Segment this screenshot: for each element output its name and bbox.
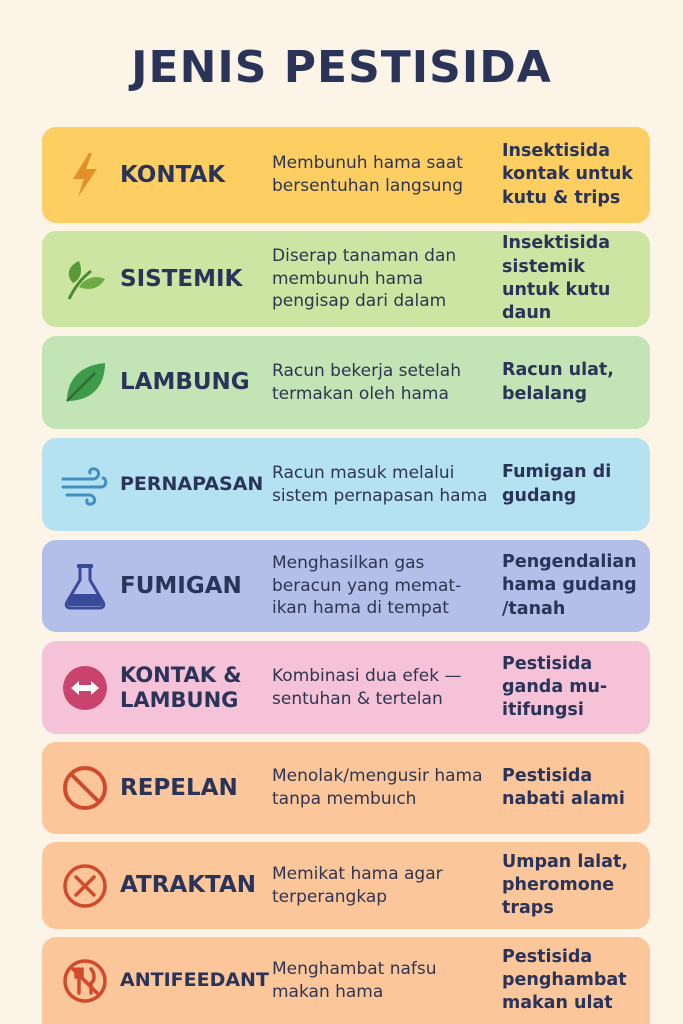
pesticide-example: Pestisida penghambat makan ulat: [502, 946, 627, 1014]
pesticide-description: Kombinasi dua efek — sentuhan & tertelan: [272, 665, 462, 709]
pesticide-row-fumigan: [42, 540, 650, 632]
pesticide-row-pernapasan: [42, 438, 650, 531]
leaf-icon: [54, 352, 116, 414]
pesticide-description: Racun masuk melalui sistem pernapasan hama: [272, 462, 488, 506]
flask-icon: [54, 555, 116, 617]
lightning-icon: [54, 144, 116, 206]
pesticide-name: FUMIGAN: [120, 572, 242, 599]
pesticide-example: Pengendalian hama gudang /tanah: [502, 552, 637, 619]
pesticide-row-kontak-lambung: [42, 641, 650, 734]
pesticide-example: Pestisida ganda mu-itifungsi: [502, 653, 608, 721]
pesticide-name: PERNAPASAN: [120, 472, 264, 495]
pesticide-name: LAMBUNG: [120, 369, 250, 396]
pesticide-example: Pestisida nabati alami: [502, 765, 625, 809]
double-arrow-icon: [54, 657, 116, 719]
pesticide-name: SISTEMIK: [120, 265, 243, 292]
leaves-icon: [54, 248, 116, 310]
pesticide-name: ANTIFEEDANT: [120, 968, 269, 991]
pesticide-row-lambung: [42, 336, 650, 429]
pesticide-description: Membunuh hama saat bersentuhan langsung: [272, 153, 464, 196]
pesticide-row-repelan: [42, 742, 650, 834]
pesticide-description: Menghambat nafsu makan hama: [272, 958, 437, 1002]
pesticide-description: Menolak/mengusir hama tanpa membuıch: [272, 766, 483, 809]
pesticide-row-antifeedant: [42, 937, 650, 1024]
pesticide-description: Memikat hama agar terperangkap: [272, 863, 443, 907]
no-eating-icon: [54, 950, 116, 1012]
pesticide-example: Insektisida kontak untuk kutu & trips: [502, 141, 633, 208]
prohibited-icon: [54, 757, 116, 819]
pesticide-name: ATRAKTAN: [120, 872, 256, 899]
pesticide-description: Diserap tanaman dan membunuh hama pengisap dari dalam: [272, 245, 457, 312]
pesticide-name: KONTAK & LAMBUNG: [120, 663, 242, 712]
page-title: JENIS PESTISIDA: [131, 42, 552, 93]
pesticide-example: Fumigan di gudang: [502, 462, 612, 506]
pesticide-row-kontak: [42, 127, 650, 223]
pesticide-row-atraktan: [42, 842, 650, 929]
pesticide-name: KONTAK: [120, 161, 226, 188]
wind-icon: [54, 454, 116, 516]
pesticide-row-sistemik: [42, 231, 650, 327]
pesticide-example: Racun ulat, belalang: [502, 360, 614, 404]
pesticide-name: REPELAN: [120, 774, 238, 801]
pesticide-description: Menghasilkan gas beracun yang memat-ikan hama di tempat: [272, 552, 462, 619]
pesticide-example: Insektisida sistemik untuk kutu daun: [502, 233, 611, 324]
pesticide-example: Umpan lalat, pheromone traps: [502, 851, 628, 919]
pesticide-description: Racun bekerja setelah termakan oleh hama: [272, 360, 461, 404]
lure-icon: [54, 855, 116, 917]
